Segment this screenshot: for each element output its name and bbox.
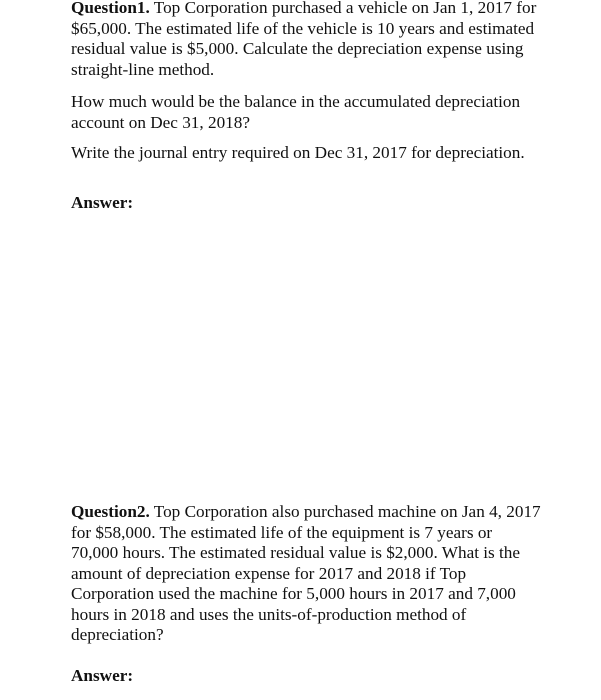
question-1-answer-label: Answer: xyxy=(71,193,134,212)
question-1-accumulated-depreciation-prompt: How much would be the balance in the accumulated depreciation account on Dec 31, 2018? xyxy=(71,92,521,132)
question-1-text: Top Corporation purchased a vehicle on Jan 1, 2017 for $65,000. The estimated life of the vehicle is 10 years and estimated residual value is $5,000. Calculate the depreciation expense using straight-line method. xyxy=(71,0,537,79)
question-1-label: Question1. xyxy=(71,0,150,17)
question-2-label: Question2. xyxy=(71,502,150,521)
question-1-paragraph xyxy=(71,0,541,80)
question-2-paragraph xyxy=(71,502,541,646)
question-2-text: Top Corporation also purchased machine on Jan 4, 2017 for $58,000. The estimated life of the equipment is 7 years or 70,000 hours. The estimated residual value is $2,000. What is the amount of depreciation expense for 2017 and 2018 if Top Corporation used the machine for 5,000 hours in 2017 and 7,000 hours in 2018 and uses the units-of-production method of depreciation? xyxy=(71,502,541,644)
question-1-journal-entry-prompt: Write the journal entry required on Dec 31, 2017 for depreciation. xyxy=(71,143,525,162)
question-2-answer-label: Answer: xyxy=(71,666,134,685)
